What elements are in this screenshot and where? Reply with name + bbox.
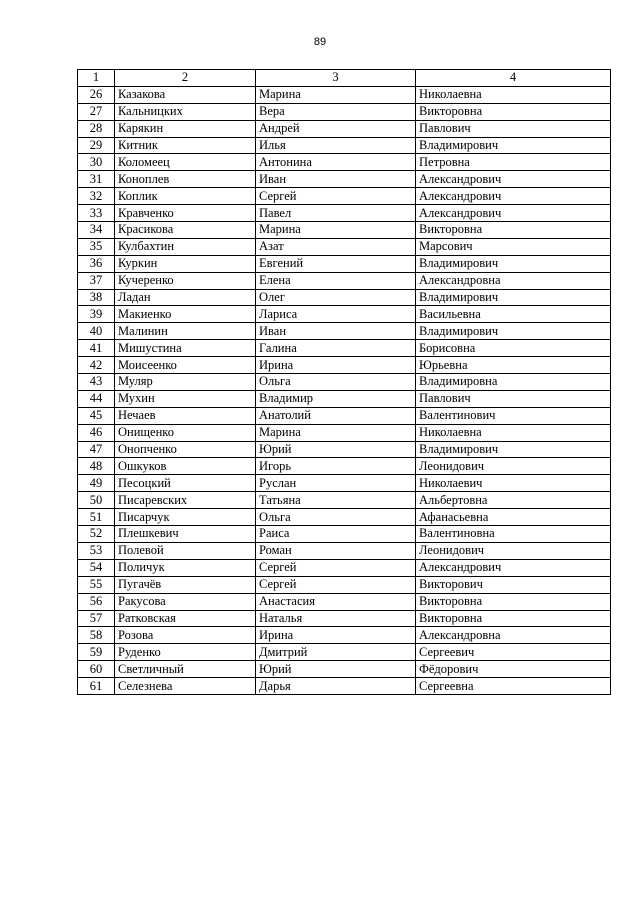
row-number: 37 [78,272,115,289]
first-name-cell: Марина [256,222,416,239]
first-name-cell: Дмитрий [256,644,416,661]
table-row [78,661,611,678]
patronymic-cell: Фёдорович [416,661,611,678]
surname-cell: Селезнева [115,678,256,695]
row-number: 53 [78,542,115,559]
surname-cell: Розова [115,627,256,644]
patronymic-cell: Александрович [416,188,611,205]
surname-cell: Поличук [115,559,256,576]
surname-cell: Онищенко [115,424,256,441]
row-number: 44 [78,390,115,407]
first-name-cell: Марина [256,424,416,441]
first-name-cell: Дарья [256,678,416,695]
patronymic-cell: Владимирович [416,137,611,154]
first-name-cell: Иван [256,171,416,188]
row-number: 30 [78,154,115,171]
first-name-cell: Иван [256,323,416,340]
row-number: 55 [78,576,115,593]
patronymic-cell: Борисовна [416,340,611,357]
page-number: 89 [313,36,327,48]
table-row [78,137,611,154]
row-number: 47 [78,441,115,458]
row-number: 28 [78,120,115,137]
patronymic-cell: Юрьевна [416,357,611,374]
table-row [78,357,611,374]
patronymic-cell: Александрович [416,171,611,188]
first-name-cell: Ольга [256,374,416,391]
row-number: 46 [78,424,115,441]
row-number: 39 [78,306,115,323]
surname-cell: Моисеенко [115,357,256,374]
row-number: 61 [78,678,115,695]
table-row [78,424,611,441]
patronymic-cell: Александровна [416,272,611,289]
surname-cell: Плешкевич [115,526,256,543]
table-row [78,678,611,695]
patronymic-cell: Павлович [416,120,611,137]
patronymic-cell: Викторовна [416,222,611,239]
first-name-cell: Сергей [256,188,416,205]
row-number: 29 [78,137,115,154]
first-name-cell: Лариса [256,306,416,323]
row-number: 35 [78,238,115,255]
patronymic-cell: Павлович [416,390,611,407]
row-number: 51 [78,509,115,526]
patronymic-cell: Валентинович [416,407,611,424]
column-header-number: 1 [78,70,115,87]
first-name-cell: Наталья [256,610,416,627]
patronymic-cell: Сергеевна [416,678,611,695]
surname-cell: Светличный [115,661,256,678]
table-row [78,644,611,661]
table-row [78,323,611,340]
surname-cell: Макиенко [115,306,256,323]
table-row [78,458,611,475]
patronymic-cell: Васильевна [416,306,611,323]
surname-cell: Ратковская [115,610,256,627]
first-name-cell: Ирина [256,357,416,374]
surname-cell: Коплик [115,188,256,205]
surname-cell: Писаревских [115,492,256,509]
first-name-cell: Татьяна [256,492,416,509]
first-name-cell: Евгений [256,255,416,272]
first-name-cell: Марина [256,86,416,103]
row-number: 38 [78,289,115,306]
surname-cell: Куркин [115,255,256,272]
patronymic-cell: Николаевич [416,475,611,492]
row-number: 34 [78,222,115,239]
first-name-cell: Антонина [256,154,416,171]
first-name-cell: Елена [256,272,416,289]
patronymic-cell: Александровна [416,627,611,644]
surname-cell: Ошкуков [115,458,256,475]
surname-cell: Красикова [115,222,256,239]
patronymic-cell: Сергеевич [416,644,611,661]
table-row [78,255,611,272]
column-header-patronymic: 4 [416,70,611,87]
first-name-cell: Юрий [256,661,416,678]
table-body [78,70,611,695]
surname-cell: Китник [115,137,256,154]
patronymic-cell: Владимирович [416,323,611,340]
row-number: 48 [78,458,115,475]
row-number: 54 [78,559,115,576]
patronymic-cell: Викторовна [416,593,611,610]
table-row [78,120,611,137]
surname-cell: Кальницких [115,103,256,120]
table-row [78,526,611,543]
first-name-cell: Ирина [256,627,416,644]
first-name-cell: Олег [256,289,416,306]
table-row [78,289,611,306]
table-row [78,222,611,239]
table-row [78,509,611,526]
patronymic-cell: Викторовна [416,103,611,120]
table-row [78,272,611,289]
patronymic-cell: Викторовна [416,610,611,627]
table-row [78,627,611,644]
row-number: 42 [78,357,115,374]
first-name-cell: Илья [256,137,416,154]
table-row [78,475,611,492]
surname-cell: Малинин [115,323,256,340]
row-number: 36 [78,255,115,272]
table-row [78,205,611,222]
surname-cell: Писарчук [115,509,256,526]
surname-cell: Коноплев [115,171,256,188]
table-row [78,103,611,120]
row-number: 59 [78,644,115,661]
surname-cell: Казакова [115,86,256,103]
table-header-row [78,70,611,87]
surname-cell: Ракусова [115,593,256,610]
surname-cell: Кравченко [115,205,256,222]
row-number: 33 [78,205,115,222]
row-number: 27 [78,103,115,120]
table-row [78,407,611,424]
surname-cell: Полевой [115,542,256,559]
table-row [78,86,611,103]
table-row [78,610,611,627]
surname-cell: Мишустина [115,340,256,357]
column-header-surname: 2 [115,70,256,87]
patronymic-cell: Николаевна [416,424,611,441]
first-name-cell: Вера [256,103,416,120]
first-name-cell: Раиса [256,526,416,543]
first-name-cell: Ольга [256,509,416,526]
table-row [78,374,611,391]
first-name-cell: Руслан [256,475,416,492]
first-name-cell: Андрей [256,120,416,137]
surname-cell: Мухин [115,390,256,407]
table-row [78,542,611,559]
first-name-cell: Роман [256,542,416,559]
patronymic-cell: Леонидович [416,542,611,559]
first-name-cell: Анастасия [256,593,416,610]
surname-cell: Карякин [115,120,256,137]
first-name-cell: Владимир [256,390,416,407]
first-name-cell: Павел [256,205,416,222]
patronymic-cell: Альбертовна [416,492,611,509]
patronymic-cell: Викторович [416,576,611,593]
patronymic-cell: Владимировна [416,374,611,391]
row-number: 40 [78,323,115,340]
name-list-table [77,69,611,695]
surname-cell: Песоцкий [115,475,256,492]
row-number: 50 [78,492,115,509]
patronymic-cell: Николаевна [416,86,611,103]
surname-cell: Коломеец [115,154,256,171]
surname-cell: Кулбахтин [115,238,256,255]
table-row [78,559,611,576]
surname-cell: Онопченко [115,441,256,458]
table-row [78,171,611,188]
table-row [78,188,611,205]
patronymic-cell: Александрович [416,205,611,222]
table-row [78,154,611,171]
row-number: 41 [78,340,115,357]
row-number: 56 [78,593,115,610]
surname-cell: Ладан [115,289,256,306]
first-name-cell: Игорь [256,458,416,475]
table-row [78,238,611,255]
patronymic-cell: Александрович [416,559,611,576]
row-number: 26 [78,86,115,103]
patronymic-cell: Владимирович [416,289,611,306]
table-row [78,390,611,407]
row-number: 57 [78,610,115,627]
first-name-cell: Анатолий [256,407,416,424]
table-row [78,340,611,357]
row-number: 60 [78,661,115,678]
surname-cell: Нечаев [115,407,256,424]
surname-cell: Пугачёв [115,576,256,593]
patronymic-cell: Леонидович [416,458,611,475]
first-name-cell: Галина [256,340,416,357]
row-number: 32 [78,188,115,205]
patronymic-cell: Владимирович [416,441,611,458]
first-name-cell: Сергей [256,576,416,593]
first-name-cell: Юрий [256,441,416,458]
surname-cell: Муляр [115,374,256,391]
row-number: 49 [78,475,115,492]
table-row [78,306,611,323]
row-number: 52 [78,526,115,543]
row-number: 45 [78,407,115,424]
table-row [78,593,611,610]
table-row [78,492,611,509]
surname-cell: Руденко [115,644,256,661]
row-number: 43 [78,374,115,391]
table-row [78,441,611,458]
patronymic-cell: Афанасьевна [416,509,611,526]
column-header-first-name: 3 [256,70,416,87]
row-number: 58 [78,627,115,644]
row-number: 31 [78,171,115,188]
first-name-cell: Азат [256,238,416,255]
table-row [78,576,611,593]
patronymic-cell: Валентиновна [416,526,611,543]
patronymic-cell: Марсович [416,238,611,255]
first-name-cell: Сергей [256,559,416,576]
patronymic-cell: Владимирович [416,255,611,272]
patronymic-cell: Петровна [416,154,611,171]
surname-cell: Кучеренко [115,272,256,289]
